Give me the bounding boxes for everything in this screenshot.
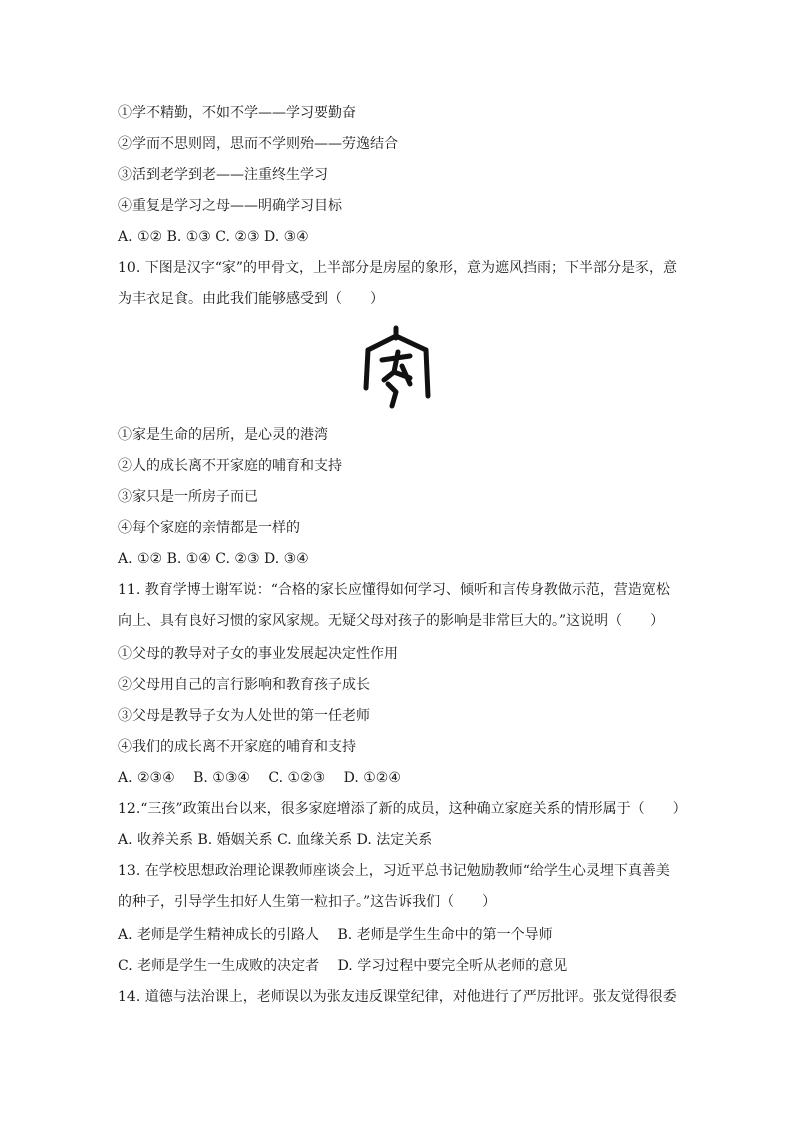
q13-stem-line-2: 的种子，引导学生扣好人生第一粒扣子。”这告诉我们（ ） <box>118 894 497 910</box>
q9-option-3: ③活到老学到老——注重终生学习 <box>118 167 328 183</box>
q9-option-2: ②学而不思则罔，思而不学则殆——劳逸结合 <box>118 136 398 152</box>
q12-answer-choices: A. 收养关系 B. 婚姻关系 C. 血缘关系 D. 法定关系 <box>118 832 433 848</box>
q11-option-4: ④我们的成长离不开家庭的哺育和支持 <box>118 739 356 755</box>
q9-option-4: ④重复是学习之母——明确学习目标 <box>118 198 342 214</box>
q11-option-2: ②父母用自己的言行影响和教育孩子成长 <box>118 677 370 693</box>
q10-option-2: ②人的成长离不开家庭的哺育和支持 <box>118 458 342 474</box>
q9-option-1: ①学不精勤，不如不学——学习要勤奋 <box>118 105 356 121</box>
q14-stem-line-1: 14. 道德与法治课上，老师误以为张友违反课堂纪律，对他进行了严厉批评。张友觉得很委 <box>118 989 677 1005</box>
oracle-bone-jia-glyph <box>358 322 434 410</box>
q12-stem: 12.“三孩”政策出台以来，很多家庭增添了新的成员，这种确立家庭关系的情形属于（ ） <box>118 801 687 817</box>
q13-choices-cd: C. 老师是学生一生成败的决定者 D. 学习过程中要完全听从老师的意见 <box>118 958 568 974</box>
q10-option-3: ③家只是一所房子而已 <box>118 489 258 505</box>
q10-stem-line-2: 为丰衣足食。由此我们能够感受到（ ） <box>118 291 384 307</box>
q11-option-3: ③父母是教导子女为人处世的第一任老师 <box>118 708 370 724</box>
q11-stem-line-1: 11. 教育学博士谢军说：“合格的家长应懂得如何学习、倾听和言传身教做示范，营造宽松 <box>118 582 670 598</box>
q13-choices-ab: A. 老师是学生精神成长的引路人 B. 老师是学生生命中的第一个导师 <box>118 927 553 943</box>
q10-option-1: ①家是生命的居所，是心灵的港湾 <box>118 427 328 443</box>
q11-option-1: ①父母的教导对子女的事业发展起决定性作用 <box>118 646 398 662</box>
q11-stem-line-2: 向上、具有良好习惯的家风家规。无疑父母对孩子的影响是非常巨大的。”这说明（ ） <box>118 613 665 629</box>
q11-answer-choices: A. ②③④ B. ①③④ C. ①②③ D. ①②④ <box>118 770 401 786</box>
q10-answer-choices: A. ①② B. ①④ C. ②③ D. ③④ <box>118 551 309 567</box>
q10-stem-line-1: 10. 下图是汉字“家”的甲骨文，上半部分是房屋的象形，意为遮风挡雨；下半部分是豕，意 <box>118 260 678 276</box>
q10-option-4: ④每个家庭的亲情都是一样的 <box>118 520 300 536</box>
q9-answer-choices: A. ①② B. ①③ C. ②③ D. ③④ <box>118 229 309 245</box>
q13-stem-line-1: 13. 在学校思想政治理论课教师座谈会上，习近平总书记勉励教师“给学生心灵埋下真善美 <box>118 863 670 879</box>
